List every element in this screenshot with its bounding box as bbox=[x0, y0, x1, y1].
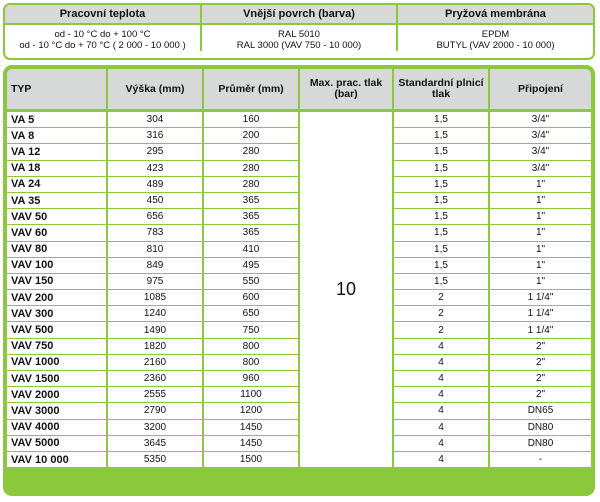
cell-connection: 2" bbox=[489, 371, 591, 387]
cell-connection: 3/4" bbox=[489, 144, 591, 160]
cell-type: VA 24 bbox=[7, 176, 107, 192]
cell-fill-pressure: 4 bbox=[393, 451, 489, 467]
header-rubber-membrane: Pryžová membrána bbox=[397, 5, 593, 24]
outer-surface-color-cell bbox=[201, 24, 397, 51]
cell-type: VAV 10 000 bbox=[7, 451, 107, 467]
cell-height: 304 bbox=[107, 111, 203, 128]
operating-temperature-line: od - 10 °C do + 100 °C bbox=[54, 29, 151, 40]
header-operating-temperature: Pracovní teplota bbox=[5, 5, 201, 24]
cell-diameter: 550 bbox=[203, 273, 299, 289]
cell-type: VAV 4000 bbox=[7, 419, 107, 435]
cell-type: VAV 5000 bbox=[7, 435, 107, 451]
col-header-type: TYP bbox=[7, 69, 107, 111]
cell-connection: DN65 bbox=[489, 403, 591, 419]
operating-temperature-cell bbox=[5, 24, 201, 51]
cell-type: VA 18 bbox=[7, 160, 107, 176]
col-header-fill-pressure: Standardní plnicí tlak bbox=[393, 69, 489, 111]
cell-diameter: 365 bbox=[203, 209, 299, 225]
cell-connection: 2" bbox=[489, 354, 591, 370]
cell-diameter: 280 bbox=[203, 160, 299, 176]
cell-height: 3200 bbox=[107, 419, 203, 435]
cell-fill-pressure: 1,5 bbox=[393, 273, 489, 289]
cell-type: VAV 2000 bbox=[7, 387, 107, 403]
cell-height: 975 bbox=[107, 273, 203, 289]
rubber-membrane-line: BUTYL (VAV 2000 - 10 000) bbox=[436, 40, 555, 51]
cell-connection: 3/4" bbox=[489, 128, 591, 144]
cell-fill-pressure: 4 bbox=[393, 371, 489, 387]
cell-fill-pressure: 2 bbox=[393, 322, 489, 338]
max-pressure-cell: 10 bbox=[299, 111, 393, 468]
cell-diameter: 800 bbox=[203, 338, 299, 354]
cell-connection: 1" bbox=[489, 241, 591, 257]
cell-diameter: 650 bbox=[203, 306, 299, 322]
cell-diameter: 800 bbox=[203, 354, 299, 370]
cell-type: VAV 1500 bbox=[7, 371, 107, 387]
cell-type: VA 8 bbox=[7, 128, 107, 144]
table-body bbox=[7, 111, 591, 468]
cell-connection: 2" bbox=[489, 387, 591, 403]
cell-connection: 1" bbox=[489, 192, 591, 208]
cell-type: VAV 200 bbox=[7, 290, 107, 306]
cell-height: 423 bbox=[107, 160, 203, 176]
cell-fill-pressure: 1,5 bbox=[393, 192, 489, 208]
cell-height: 1820 bbox=[107, 338, 203, 354]
cell-diameter: 960 bbox=[203, 371, 299, 387]
cell-diameter: 365 bbox=[203, 225, 299, 241]
cell-connection: 1 1/4" bbox=[489, 306, 591, 322]
cell-height: 5350 bbox=[107, 451, 203, 467]
col-header-max-pressure: Max. prac. tlak (bar) bbox=[299, 69, 393, 111]
cell-type: VA 5 bbox=[7, 111, 107, 128]
cell-diameter: 410 bbox=[203, 241, 299, 257]
header-outer-surface-color: Vnější povrch (barva) bbox=[201, 5, 397, 24]
cell-diameter: 1500 bbox=[203, 451, 299, 467]
cell-height: 489 bbox=[107, 176, 203, 192]
cell-fill-pressure: 1,5 bbox=[393, 225, 489, 241]
col-header-diameter: Průměr (mm) bbox=[203, 69, 299, 111]
cell-height: 849 bbox=[107, 257, 203, 273]
cell-height: 295 bbox=[107, 144, 203, 160]
cell-type: VA 35 bbox=[7, 192, 107, 208]
table-row bbox=[7, 111, 591, 128]
cell-fill-pressure: 4 bbox=[393, 354, 489, 370]
cell-type: VAV 750 bbox=[7, 338, 107, 354]
cell-connection: 1" bbox=[489, 225, 591, 241]
cell-fill-pressure: 4 bbox=[393, 338, 489, 354]
cell-fill-pressure: 4 bbox=[393, 403, 489, 419]
cell-connection: DN80 bbox=[489, 419, 591, 435]
cell-diameter: 280 bbox=[203, 176, 299, 192]
cell-type: VAV 100 bbox=[7, 257, 107, 273]
cell-fill-pressure: 4 bbox=[393, 435, 489, 451]
cell-type: VAV 80 bbox=[7, 241, 107, 257]
cell-height: 316 bbox=[107, 128, 203, 144]
cell-diameter: 1200 bbox=[203, 403, 299, 419]
cell-height: 3645 bbox=[107, 435, 203, 451]
cell-type: VA 12 bbox=[7, 144, 107, 160]
cell-height: 450 bbox=[107, 192, 203, 208]
cell-connection: 1" bbox=[489, 176, 591, 192]
cell-type: VAV 150 bbox=[7, 273, 107, 289]
cell-diameter: 365 bbox=[203, 192, 299, 208]
cell-fill-pressure: 2 bbox=[393, 290, 489, 306]
cell-type: VAV 3000 bbox=[7, 403, 107, 419]
cell-height: 1085 bbox=[107, 290, 203, 306]
cell-height: 2790 bbox=[107, 403, 203, 419]
cell-fill-pressure: 4 bbox=[393, 419, 489, 435]
cell-height: 1240 bbox=[107, 306, 203, 322]
cell-fill-pressure: 1,5 bbox=[393, 111, 489, 128]
cell-fill-pressure: 1,5 bbox=[393, 257, 489, 273]
cell-diameter: 750 bbox=[203, 322, 299, 338]
spec-summary-box bbox=[3, 3, 595, 60]
cell-diameter: 600 bbox=[203, 290, 299, 306]
cell-type: VAV 300 bbox=[7, 306, 107, 322]
outer-surface-color-line: RAL 3000 (VAV 750 - 10 000) bbox=[236, 40, 362, 51]
cell-connection: 2" bbox=[489, 338, 591, 354]
cell-height: 1490 bbox=[107, 322, 203, 338]
cell-height: 810 bbox=[107, 241, 203, 257]
cell-height: 2555 bbox=[107, 387, 203, 403]
vessel-spec-table bbox=[7, 69, 591, 467]
rubber-membrane-line: EPDM bbox=[481, 29, 510, 40]
table-header-row bbox=[7, 69, 591, 111]
cell-type: VAV 60 bbox=[7, 225, 107, 241]
cell-connection: 1" bbox=[489, 273, 591, 289]
cell-diameter: 495 bbox=[203, 257, 299, 273]
cell-connection: 3/4" bbox=[489, 111, 591, 128]
cell-fill-pressure: 2 bbox=[393, 306, 489, 322]
cell-connection: - bbox=[489, 451, 591, 467]
outer-surface-color-line: RAL 5010 bbox=[278, 29, 320, 40]
cell-type: VAV 50 bbox=[7, 209, 107, 225]
cell-diameter: 280 bbox=[203, 144, 299, 160]
cell-type: VAV 1000 bbox=[7, 354, 107, 370]
cell-connection: 1 1/4" bbox=[489, 290, 591, 306]
cell-height: 783 bbox=[107, 225, 203, 241]
cell-diameter: 1100 bbox=[203, 387, 299, 403]
rubber-membrane-cell bbox=[397, 24, 593, 51]
cell-fill-pressure: 1,5 bbox=[393, 128, 489, 144]
cell-height: 2160 bbox=[107, 354, 203, 370]
col-header-height: Výška (mm) bbox=[107, 69, 203, 111]
cell-connection: DN80 bbox=[489, 435, 591, 451]
cell-height: 656 bbox=[107, 209, 203, 225]
cell-fill-pressure: 1,5 bbox=[393, 144, 489, 160]
cell-diameter: 1450 bbox=[203, 419, 299, 435]
operating-temperature-line: od - 10 °C do + 70 °C ( 2 000 - 10 000 ) bbox=[19, 40, 186, 51]
cell-diameter: 1450 bbox=[203, 435, 299, 451]
cell-diameter: 160 bbox=[203, 111, 299, 128]
cell-fill-pressure: 1,5 bbox=[393, 176, 489, 192]
cell-connection: 1" bbox=[489, 257, 591, 273]
cell-fill-pressure: 1,5 bbox=[393, 241, 489, 257]
cell-connection: 3/4" bbox=[489, 160, 591, 176]
vessel-table-box bbox=[3, 65, 595, 496]
col-header-connection: Připojení bbox=[489, 69, 591, 111]
cell-fill-pressure: 4 bbox=[393, 387, 489, 403]
cell-fill-pressure: 1,5 bbox=[393, 160, 489, 176]
cell-diameter: 200 bbox=[203, 128, 299, 144]
cell-type: VAV 500 bbox=[7, 322, 107, 338]
cell-connection: 1" bbox=[489, 209, 591, 225]
cell-fill-pressure: 1,5 bbox=[393, 209, 489, 225]
spec-summary-table bbox=[5, 5, 593, 51]
cell-connection: 1 1/4" bbox=[489, 322, 591, 338]
cell-height: 2360 bbox=[107, 371, 203, 387]
